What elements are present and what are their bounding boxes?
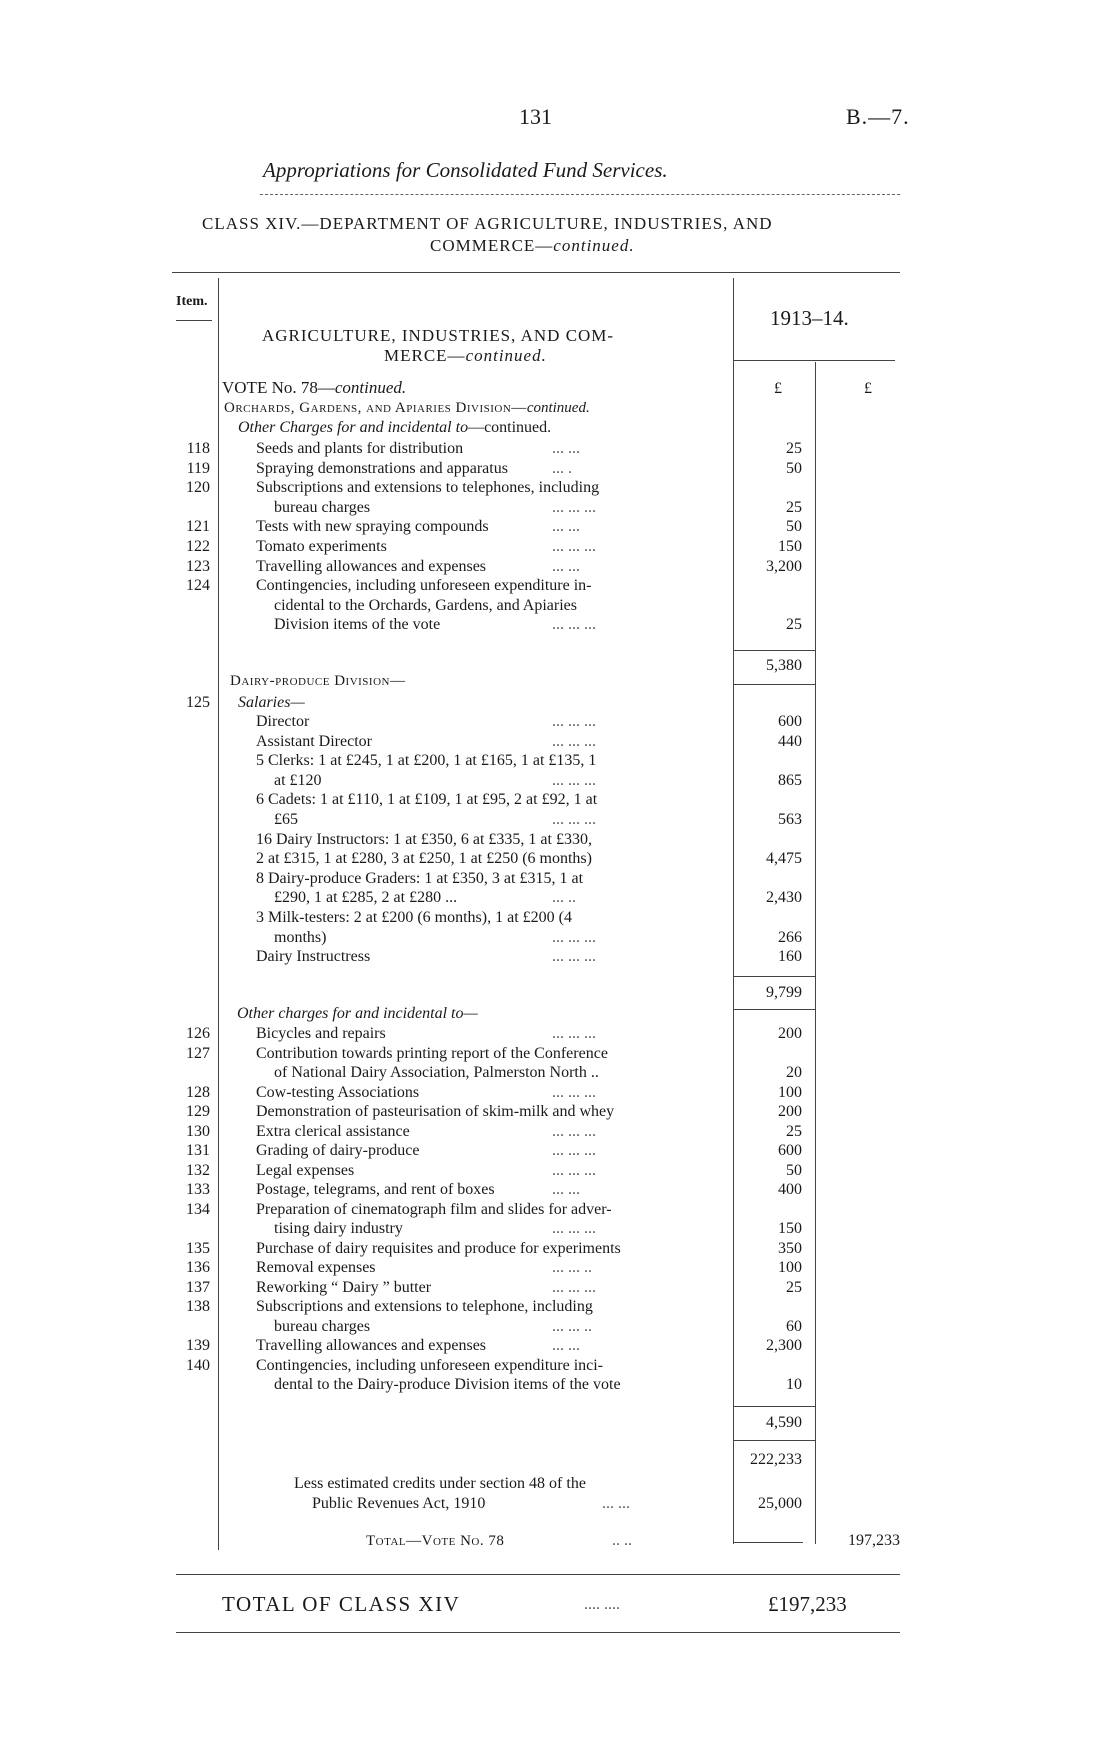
item-description: Travelling allowances and expenses — [256, 1337, 487, 1354]
leader-dots: ... ... ... — [552, 616, 596, 634]
item-amount: 400 — [778, 1181, 802, 1198]
orchard-total-row — [0, 656, 1114, 676]
vote-continued: continued. — [334, 378, 407, 397]
item-amount: 10 — [786, 1376, 802, 1393]
salary-line-row — [0, 751, 1114, 771]
orchard-item-row — [0, 498, 1114, 518]
salary-line-row — [0, 869, 1114, 889]
item-description: Division items of the vote — [274, 616, 441, 634]
document-reference: B.—7. — [846, 104, 910, 129]
item-amount: 200 — [778, 1025, 802, 1042]
other-charge-row — [0, 1219, 1114, 1239]
item-description: 16 Dairy Instructors: 1 at £350, 6 at £335, 1 at £330, — [256, 830, 592, 848]
item-amount: 563 — [778, 811, 802, 828]
item-description: months) — [274, 928, 327, 946]
orchards-other-charges-continued: —continued. — [468, 419, 552, 436]
salaries-heading: Salaries— — [238, 694, 305, 711]
orchard-item-row — [0, 439, 1114, 459]
other-charge-row — [0, 1180, 1114, 1200]
dairy-division-heading: Dairy-produce Division— — [230, 673, 406, 689]
salary-line-row — [0, 947, 1114, 967]
leader-dots: ... ... ... — [552, 948, 596, 966]
leader-dots: ... ... ... — [552, 1142, 596, 1159]
item-amount: 160 — [778, 948, 802, 966]
item-amount: 60 — [786, 1317, 802, 1335]
leader-dots: ... ... .. — [552, 1259, 592, 1276]
vote-total-label: Total—Vote No. 78 — [366, 1533, 505, 1549]
orchard-item-row — [0, 596, 1114, 616]
item-description: £65 — [274, 811, 298, 828]
other-charge-row — [0, 1063, 1114, 1083]
other-charge-row — [0, 1317, 1114, 1337]
item-amount: 50 — [786, 518, 802, 536]
item-description: Removal expenses — [256, 1259, 376, 1276]
item-amount: 25 — [786, 498, 802, 516]
class-total-label: TOTAL OF CLASS XIV — [222, 1592, 461, 1616]
class-heading-line1: CLASS XIV.—DEPARTMENT OF AGRICULTURE, INDUSTRIES, AND — [202, 214, 773, 233]
other-total-rule — [733, 1440, 815, 1441]
item-amount: 200 — [778, 1103, 802, 1120]
item-amount: 440 — [778, 732, 802, 750]
class-total-bottom-rule — [176, 1632, 900, 1633]
leader-dots: ... .. — [552, 889, 576, 907]
item-number: 132 — [186, 1161, 210, 1179]
class-heading-commerce: COMMERCE— — [430, 236, 554, 255]
other-charge-row — [0, 1356, 1114, 1376]
orchard-item-row — [0, 478, 1114, 498]
other-charge-row — [0, 1024, 1114, 1044]
salary-line-row — [0, 712, 1114, 732]
item-number: 120 — [186, 479, 210, 497]
salary-line-row — [0, 928, 1114, 948]
title-rule — [260, 194, 900, 195]
item-amount: 3,200 — [766, 557, 802, 575]
item-description: 2 at £315, 1 at £280, 3 at £250, 1 at £250 (6 months) — [256, 850, 592, 868]
other-charge-row — [0, 1375, 1114, 1395]
leader-dots: ... ... — [552, 518, 580, 536]
leader-dots: ... ... ... — [552, 771, 596, 789]
gross-total-row — [0, 1450, 1114, 1470]
item-amount: 865 — [778, 771, 802, 789]
item-amount: 4,475 — [766, 850, 802, 868]
leader-dots: ... ... ... — [552, 1083, 596, 1101]
item-number: 122 — [186, 538, 210, 555]
credits-text-line2: Public Revenues Act, 1910 — [312, 1495, 486, 1512]
item-amount: 2,300 — [766, 1337, 802, 1354]
item-number: 140 — [186, 1356, 210, 1374]
page-title: Appropriations for Consolidated Fund Services. — [263, 158, 668, 182]
orchards-division-continued: continued. — [526, 400, 590, 416]
item-amount: 150 — [778, 538, 802, 555]
item-number: 129 — [186, 1103, 210, 1120]
salary-line-row — [0, 849, 1114, 869]
section-heading-merce: MERCE— — [384, 346, 466, 365]
leader-dots: ... ... ... — [552, 1161, 596, 1179]
item-number: 135 — [186, 1239, 210, 1257]
orchard-item-row — [0, 615, 1114, 635]
item-description: Legal expenses — [256, 1161, 355, 1179]
class-total-leader-dots: .... .... — [584, 1596, 620, 1613]
item-description: Contingencies, including unforeseen expenditure inci- — [256, 1356, 604, 1374]
item-amount: 2,430 — [766, 889, 802, 907]
item-number: 136 — [186, 1259, 210, 1276]
item-description: Subscriptions and extensions to telephones, including — [256, 479, 600, 497]
item-number: 134 — [186, 1200, 210, 1218]
item-amount: 600 — [778, 1142, 802, 1159]
item-description: Tests with new spraying compounds — [256, 518, 489, 536]
item-description: Assistant Director — [256, 732, 372, 750]
item-number: 119 — [186, 459, 210, 477]
orchard-item-row — [0, 517, 1114, 537]
other-charge-row — [0, 1102, 1114, 1122]
credits-text-line1: Less estimated credits under section 48 of the — [294, 1475, 586, 1492]
credits-row-2 — [0, 1494, 1114, 1514]
item-amount: 25 — [786, 1278, 802, 1296]
item-description: dental to the Dairy-produce Division items of the vote — [274, 1376, 621, 1393]
salary-line-row — [0, 830, 1114, 850]
salaries-total-amount: 9,799 — [766, 984, 802, 1001]
item-description: bureau charges — [274, 1317, 371, 1335]
item-description: of National Dairy Association, Palmerston North .. — [274, 1064, 599, 1081]
currency-symbol-amount: £ — [774, 380, 782, 397]
item-description: Demonstration of pasteurisation of skim-milk and whey — [256, 1103, 615, 1120]
leader-dots: ... ... ... — [552, 928, 596, 946]
class-heading-continued: continued. — [553, 236, 635, 255]
vote-total-leader-dots: .. .. — [612, 1532, 632, 1549]
vote-heading — [222, 378, 406, 398]
item-amount: 50 — [786, 459, 802, 477]
credits-row-1 — [0, 1474, 1114, 1494]
other-charge-row — [0, 1141, 1114, 1161]
item-description: Reworking “ Dairy ” butter — [256, 1278, 432, 1296]
other-charge-row — [0, 1258, 1114, 1278]
salaries-item-number: 125 — [186, 694, 210, 711]
gross-total-amount: 222,233 — [750, 1451, 802, 1468]
salary-line-row — [0, 771, 1114, 791]
leader-dots: ... ... — [552, 1337, 580, 1354]
item-number: 130 — [186, 1122, 210, 1140]
other-total-amount: 4,590 — [766, 1414, 802, 1431]
item-description: tising dairy industry — [274, 1220, 403, 1237]
orchards-other-charges-heading — [238, 419, 551, 437]
other-charge-row — [0, 1336, 1114, 1356]
item-number: 121 — [186, 518, 210, 536]
leader-dots: ... . — [552, 459, 572, 477]
orchard-item-row — [0, 459, 1114, 479]
other-charge-row — [0, 1297, 1114, 1317]
orchards-division-heading — [224, 400, 590, 417]
year-rule — [733, 360, 895, 361]
leader-dots: ... ... ... — [552, 1220, 596, 1237]
leader-dots: ... ... ... — [552, 732, 596, 750]
item-number: 128 — [186, 1083, 210, 1101]
other-charge-row — [0, 1122, 1114, 1142]
item-description: Director — [256, 713, 310, 730]
leader-dots: ... ... — [552, 557, 580, 575]
item-number: 139 — [186, 1337, 210, 1354]
leader-dots: ... ... ... — [552, 498, 596, 516]
section-heading-line2 — [384, 346, 547, 366]
orchard-item-row — [0, 557, 1114, 577]
item-description: at £120 — [274, 771, 322, 789]
leader-dots: ... ... ... — [552, 1122, 596, 1140]
item-description: Grading of dairy-produce — [256, 1142, 420, 1159]
salary-line-row — [0, 732, 1114, 752]
item-description: 6 Cadets: 1 at £110, 1 at £109, 1 at £95, 2 at £92, 1 at — [256, 791, 598, 809]
leader-dots: ... ... — [552, 440, 580, 457]
other-total-row — [0, 1413, 1114, 1433]
item-number: 131 — [186, 1142, 210, 1159]
item-amount: 25 — [786, 616, 802, 634]
other-charge-row — [0, 1239, 1114, 1259]
item-number: 137 — [186, 1278, 210, 1296]
item-number: 127 — [186, 1044, 210, 1062]
item-amount: 100 — [778, 1083, 802, 1101]
item-description: Extra clerical assistance — [256, 1122, 410, 1140]
salary-line-row — [0, 888, 1114, 908]
item-amount: 20 — [786, 1064, 802, 1081]
orchard-item-row — [0, 537, 1114, 557]
orchard-subtotal-rule — [733, 650, 815, 651]
item-amount: 25 — [786, 440, 802, 457]
section-heading-line1: AGRICULTURE, INDUSTRIES, AND COM- — [262, 326, 615, 345]
other-charge-row — [0, 1278, 1114, 1298]
item-header-underline — [176, 320, 212, 321]
salary-line-row — [0, 908, 1114, 928]
section-heading-continued: continued. — [465, 346, 547, 365]
item-description: Purchase of dairy requisites and produce for experiments — [256, 1239, 621, 1257]
leader-dots: ... ... ... — [552, 1025, 596, 1042]
salaries-subtotal-rule — [733, 976, 815, 977]
credits-leader-dots: ... ... — [602, 1495, 630, 1512]
item-amount: 100 — [778, 1259, 802, 1276]
class-total-amount: £197,233 — [768, 1592, 847, 1616]
credits-amount: 25,000 — [758, 1495, 802, 1512]
orchard-total-amount: 5,380 — [766, 657, 802, 674]
item-description: 5 Clerks: 1 at £245, 1 at £200, 1 at £165, 1 at £135, 1 — [256, 752, 597, 770]
other-charge-row — [0, 1044, 1114, 1064]
item-description: Spraying demonstrations and apparatus — [256, 459, 508, 477]
item-amount: 150 — [778, 1220, 802, 1237]
item-description: Contingencies, including unforeseen expenditure in- — [256, 577, 592, 595]
salary-line-row — [0, 810, 1114, 830]
item-description: Preparation of cinematograph film and slides for adver- — [256, 1200, 612, 1218]
vote-label: VOTE No. 78— — [222, 378, 335, 397]
item-description: £290, 1 at £285, 2 at £280 ... — [274, 889, 458, 907]
orchards-division-label: Orchards, Gardens, and Apiaries Division— — [224, 400, 527, 416]
orchard-item-row — [0, 576, 1114, 596]
salaries-total-row — [0, 983, 1114, 1003]
item-number: 118 — [186, 440, 210, 457]
leader-dots: ... ... ... — [552, 1278, 596, 1296]
item-description: Contribution towards printing report of the Conference — [256, 1044, 608, 1062]
item-amount: 600 — [778, 713, 802, 730]
item-description: Seeds and plants for distribution — [256, 440, 464, 457]
item-description: Tomato experiments — [256, 538, 387, 555]
item-description: Subscriptions and extensions to telephone, including — [256, 1298, 593, 1315]
class-total-top-rule — [176, 1574, 900, 1575]
other-charge-row — [0, 1200, 1114, 1220]
leader-dots: ... ... — [552, 1181, 580, 1198]
page-number: 131 — [519, 104, 552, 129]
item-description: 8 Dairy-produce Graders: 1 at £350, 3 at £315, 1 at — [256, 869, 584, 887]
salaries-total-rule — [733, 1009, 815, 1010]
other-subtotal-rule — [733, 1406, 815, 1407]
vote-total-row — [0, 1531, 1114, 1551]
item-amount: 266 — [778, 928, 802, 946]
item-number: 133 — [186, 1181, 210, 1198]
dairy-other-charges-heading: Other charges for and incidental to— — [237, 1005, 478, 1022]
item-description: cidental to the Orchards, Gardens, and Apiaries — [274, 596, 578, 614]
item-description: 3 Milk-testers: 2 at £200 (6 months), 1 at £200 (4 — [256, 909, 572, 926]
vote-total-amount: 197,233 — [848, 1532, 900, 1549]
table-top-rule — [172, 272, 900, 273]
other-charge-row — [0, 1161, 1114, 1181]
item-amount: 50 — [786, 1161, 802, 1179]
leader-dots: ... ... ... — [552, 713, 596, 730]
other-charge-row — [0, 1083, 1114, 1103]
item-amount: 350 — [778, 1239, 802, 1257]
item-number: 138 — [186, 1298, 210, 1315]
orchard-total-rule — [733, 684, 815, 685]
item-number: 124 — [186, 577, 210, 595]
item-description: Postage, telegrams, and rent of boxes — [256, 1181, 495, 1198]
item-description: Dairy Instructress — [256, 948, 371, 966]
salary-line-row — [0, 790, 1114, 810]
year-column-header: 1913–14. — [770, 306, 849, 330]
leader-dots: ... ... .. — [552, 1317, 592, 1335]
item-description: Bicycles and repairs — [256, 1025, 386, 1042]
leader-dots: ... ... ... — [552, 538, 596, 555]
leader-dots: ... ... ... — [552, 811, 596, 828]
orchards-other-charges-label: Other Charges for and incidental to — [238, 419, 469, 436]
item-number: 123 — [186, 557, 210, 575]
item-description: Cow-testing Associations — [256, 1083, 420, 1101]
item-description: bureau charges — [274, 498, 371, 516]
salaries-heading-row — [0, 693, 1114, 713]
item-column-header: Item. — [176, 294, 208, 309]
currency-symbol-total: £ — [864, 380, 872, 397]
item-number: 126 — [186, 1025, 210, 1042]
class-heading-line2 — [430, 236, 635, 256]
item-description: Travelling allowances and expenses — [256, 557, 487, 575]
item-amount: 25 — [786, 1122, 802, 1140]
